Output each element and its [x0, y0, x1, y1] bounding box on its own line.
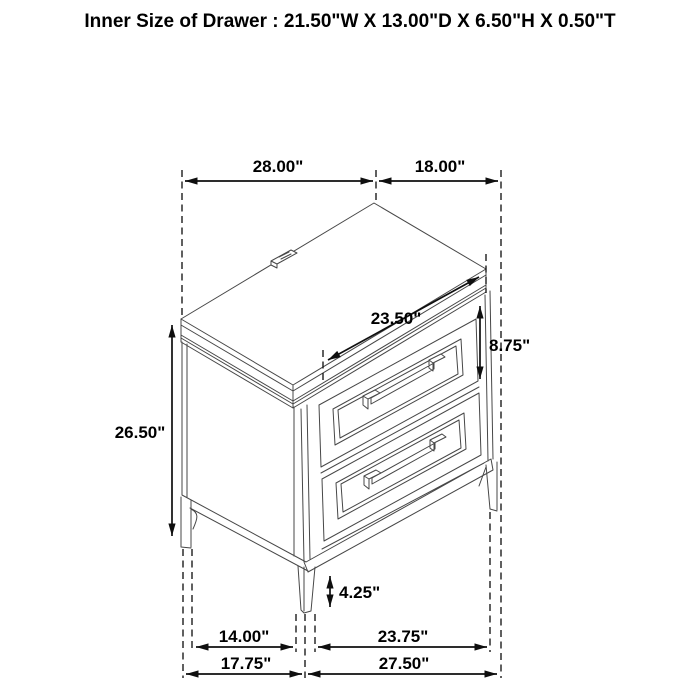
- tabletop: [181, 203, 486, 408]
- dim-label-leg-height: 4.25": [339, 583, 381, 602]
- leg-front-right: [479, 462, 497, 511]
- dim-label-overall-height: 26.50": [114, 423, 166, 442]
- leg-back-left: [181, 497, 197, 548]
- dim-label-top-depth: 18.00": [414, 157, 466, 176]
- dim-label-side-leg-inner-span: 14.00": [218, 627, 270, 646]
- dim-label-side-overall-depth: 17.75": [220, 654, 272, 673]
- dim-label-top-front-width: 23.50": [370, 309, 422, 328]
- dim-label-upper-section-height: 8.75": [489, 336, 531, 355]
- drawer-upper-handle: [363, 354, 445, 409]
- dim-label-front-leg-inner-span: 23.75": [377, 627, 429, 646]
- dim-label-front-lower-width: 27.50": [378, 654, 430, 673]
- dim-label-top-width: 28.00": [252, 157, 304, 176]
- drawer-lower: [322, 393, 481, 541]
- leg-front-center: [298, 566, 315, 613]
- page-title: Inner Size of Drawer : 21.50"W X 13.00"D X 6.50"H X 0.50"T: [84, 11, 616, 32]
- nightstand-drawing: [181, 203, 497, 613]
